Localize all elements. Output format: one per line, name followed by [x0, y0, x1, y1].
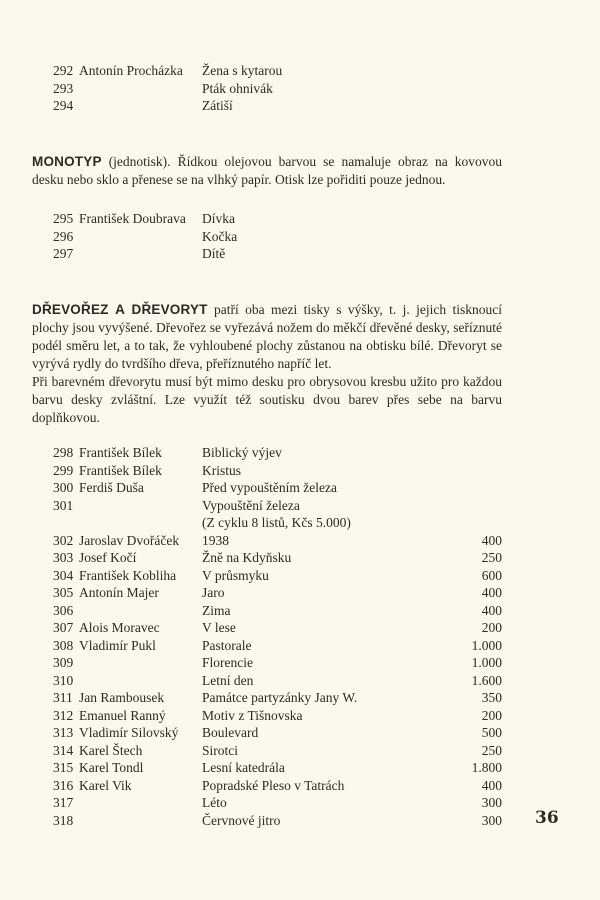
artist-name: Karel Štech: [79, 742, 143, 758]
artwork-title: Dívka: [202, 211, 235, 226]
artwork-title: Červnové jitro: [202, 812, 281, 828]
price: 400: [481, 777, 502, 793]
catalog-row: [32, 637, 552, 655]
catalog-row: [32, 724, 552, 742]
price: 600: [481, 567, 502, 583]
artwork-title: Sirotci: [202, 742, 238, 758]
item-number: 294: [53, 98, 74, 113]
drevorez-paragraph: [32, 301, 502, 427]
artwork-title: Kristus: [202, 462, 242, 478]
catalog-row: [32, 210, 552, 228]
artwork-title: Před vypouštěním železa: [202, 480, 337, 495]
catalog-list-1: [32, 62, 552, 115]
price: 1.000: [471, 655, 502, 670]
artwork-title: Kočka: [202, 228, 238, 244]
catalog-row: [32, 97, 552, 115]
drevorez-heading: DŘEVOŘEZ A DŘEVORYT: [32, 302, 208, 317]
item-number: 306: [53, 602, 74, 618]
price: 250: [481, 550, 502, 565]
catalog-row: [32, 794, 552, 812]
item-number: 316: [53, 777, 74, 793]
catalog-row: [32, 567, 552, 585]
price: 400: [481, 585, 502, 600]
item-number: 303: [53, 550, 74, 565]
catalog-row: [32, 80, 552, 98]
catalog-row: [32, 245, 552, 263]
item-number: 297: [53, 246, 74, 261]
artist-name: František Kobliha: [79, 567, 177, 583]
price: 350: [481, 690, 502, 705]
artwork-title: Motiv z Tišnovska: [202, 707, 303, 723]
artist-name: Jaroslav Dvořáček: [79, 532, 180, 548]
price: 500: [481, 725, 502, 740]
item-number: 292: [53, 63, 74, 78]
price: 250: [481, 742, 502, 758]
price: 200: [481, 707, 502, 723]
item-number: 310: [53, 672, 74, 688]
item-number: 299: [53, 462, 74, 478]
artwork-title: 1938: [202, 532, 229, 548]
price: 200: [481, 620, 502, 635]
item-number: 313: [53, 725, 74, 740]
artist-name: Josef Kočí: [79, 550, 137, 565]
item-number: 304: [53, 567, 74, 583]
catalog-row: [32, 462, 552, 480]
item-number: 309: [53, 655, 74, 670]
catalog-list-3: [32, 444, 552, 829]
price: 400: [481, 532, 502, 548]
artwork-title: Dítě: [202, 246, 226, 261]
price: 1.600: [471, 672, 502, 688]
drevorez-text-2: Při barevném dřevorytu musí být mimo desku pro obrysovou kresbu užito pro každou barvu desky zvláštní. Lze využít též soutisku dvou barev přes sebe na barvu doplňkovou.: [32, 374, 502, 425]
catalog-row: [32, 479, 552, 497]
artist-name: Ferdiš Duša: [79, 480, 144, 495]
artwork-title: Letní den: [202, 672, 254, 688]
artwork-title: Léto: [202, 795, 227, 810]
artwork-title: Biblický výjev: [202, 445, 282, 460]
artwork-title: Památce partyzánky Jany W.: [202, 690, 358, 705]
artwork-title: Vypouštění železa: [202, 497, 300, 513]
catalog-row: [32, 444, 552, 462]
artwork-title: Žena s kytarou: [202, 63, 283, 78]
price: 1.000: [471, 637, 502, 653]
catalog-row: [32, 742, 552, 760]
artwork-title: Jaro: [202, 585, 225, 600]
artist-name: Jan Rambousek: [79, 690, 165, 705]
item-number: 318: [53, 812, 74, 828]
catalog-row: [32, 672, 552, 690]
artwork-title: V lese: [202, 620, 236, 635]
catalog-row: [32, 654, 552, 672]
artwork-title: Popradské Pleso v Tatrách: [202, 777, 345, 793]
catalog-row: [32, 62, 552, 80]
artwork-title: Pastorale: [202, 637, 252, 653]
item-number: 311: [53, 690, 73, 705]
item-number: 300: [53, 480, 74, 495]
drevorez-text-1: patří oba mezi tisky s výšky, t. j. jejich tisknoucí plochy jsou vyvýšené. Dřevořez se vyřezává nožem do měkčí dřevěné desky, seříznuté podél směru let, a to tak, že vyhloubené plochy zůstanou na obtisku bílé. Dřevoryt se vyrývá rydly do tvrdšího dřeva, přeříznutého napříč let.: [32, 302, 502, 371]
artist-name: František Doubrava: [79, 211, 186, 226]
monotyp-text: (jednotisk). Řídkou olejovou barvou se namaluje obraz na kovovou desku nebo sklo a přenese se na vlhký papír. Otisk lze pořiditi pouze jednou.: [32, 154, 502, 187]
item-number: 293: [53, 80, 74, 96]
artist-name: Alois Moravec: [79, 620, 160, 635]
item-number: 295: [53, 211, 74, 226]
monotyp-heading: MONOTYP: [32, 154, 102, 169]
artist-name: Vladimír Silovský: [79, 725, 179, 740]
catalog-row: [32, 532, 552, 550]
artist-name: Vladimír Pukl: [79, 637, 156, 653]
artwork-title: V průsmyku: [202, 567, 269, 583]
item-number: 307: [53, 620, 74, 635]
artist-name: Karel Vik: [79, 777, 132, 793]
price: 1.800: [471, 760, 502, 775]
price: 400: [481, 602, 502, 618]
page-number: 36: [535, 808, 559, 828]
item-number: 312: [53, 707, 74, 723]
catalog-row: [32, 689, 552, 707]
item-number: 302: [53, 532, 74, 548]
artwork-title: (Z cyklu 8 listů, Kčs 5.000): [202, 515, 351, 530]
item-number: 315: [53, 760, 74, 775]
artwork-title: Pták ohnivák: [202, 80, 273, 96]
artwork-title: Boulevard: [202, 725, 259, 740]
catalog-row: [32, 759, 552, 777]
artist-name: Emanuel Ranný: [79, 707, 166, 723]
catalog-row: [32, 619, 552, 637]
price: 300: [481, 812, 502, 828]
artist-name: František Bílek: [79, 445, 162, 460]
artist-name: František Bílek: [79, 462, 162, 478]
monotyp-paragraph: [32, 153, 502, 189]
price: 300: [481, 795, 502, 810]
artist-name: Karel Tondl: [79, 760, 144, 775]
item-number: 317: [53, 795, 74, 810]
item-number: 301: [53, 497, 74, 513]
catalog-row: [32, 514, 552, 532]
item-number: 308: [53, 637, 74, 653]
item-number: 314: [53, 742, 74, 758]
artwork-title: Florencie: [202, 655, 253, 670]
item-number: 298: [53, 445, 74, 460]
artwork-title: Žně na Kdyňsku: [202, 550, 292, 565]
catalog-list-2: [32, 210, 552, 263]
artwork-title: Lesní katedrála: [202, 760, 285, 775]
catalog-row: [32, 584, 552, 602]
catalog-row: [32, 549, 552, 567]
item-number: 296: [53, 228, 74, 244]
artist-name: Antonín Procházka: [79, 63, 183, 78]
artwork-title: Zátiší: [202, 98, 233, 113]
catalog-row: [32, 497, 552, 515]
catalog-row: [32, 812, 552, 830]
item-number: 305: [53, 585, 74, 600]
catalog-row: [32, 707, 552, 725]
catalog-row: [32, 777, 552, 795]
catalog-row: [32, 228, 552, 246]
catalog-row: [32, 602, 552, 620]
artwork-title: Zima: [202, 602, 231, 618]
artist-name: Antonín Majer: [79, 585, 159, 600]
